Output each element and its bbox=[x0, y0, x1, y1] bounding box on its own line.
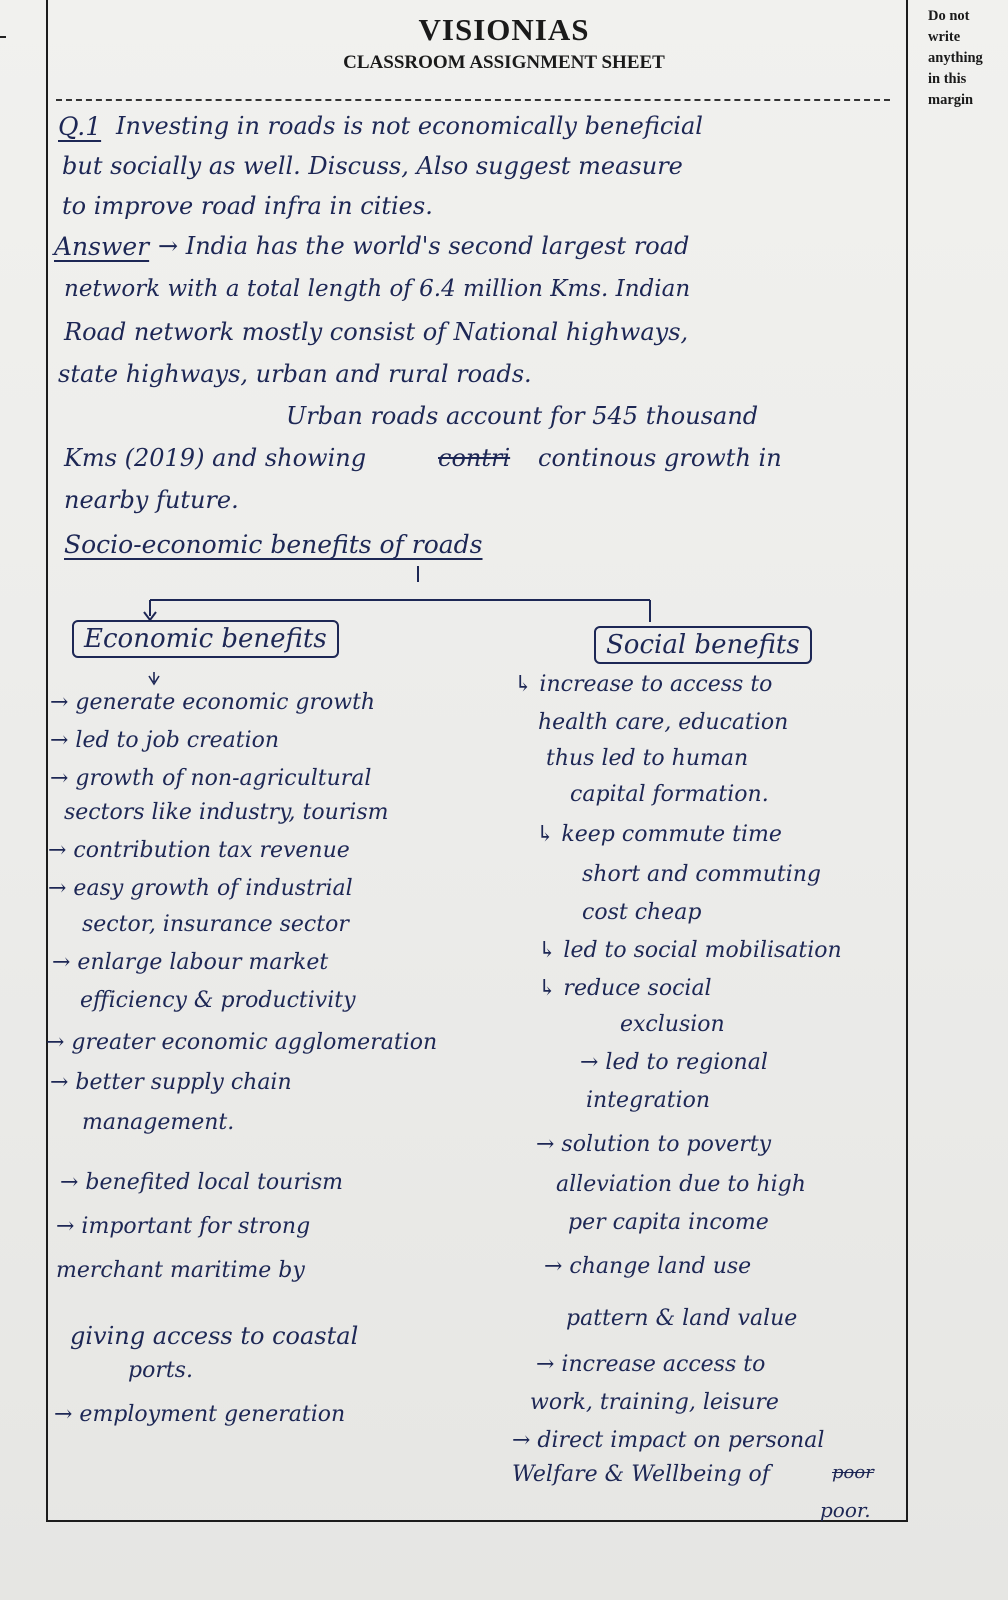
social-item: thus led to human bbox=[546, 746, 749, 771]
economic-item: → benefited local tourism bbox=[60, 1170, 344, 1195]
answer-line: state highways, urban and rural roads. bbox=[58, 360, 532, 388]
social-item: exclusion bbox=[620, 1012, 725, 1037]
social-item: → increase access to bbox=[536, 1352, 766, 1377]
economic-item: → easy growth of industrial bbox=[48, 876, 353, 901]
margin-note-line: anything bbox=[928, 50, 983, 66]
answer-line: nearby future. bbox=[64, 486, 239, 514]
social-item: ↳ reduce social bbox=[538, 976, 712, 1001]
social-item: → led to regional bbox=[580, 1050, 768, 1075]
social-item: pattern & land value bbox=[566, 1306, 798, 1331]
economic-item: → generate economic growth bbox=[50, 690, 376, 715]
social-item: short and commuting bbox=[582, 862, 822, 887]
question-line: but socially as well. Discuss, Also suggest measure bbox=[62, 152, 683, 180]
economic-item: sectors like industry, tourism bbox=[64, 800, 389, 825]
economic-item: sector, insurance sector bbox=[82, 912, 349, 937]
answer-label: Answer bbox=[54, 232, 150, 261]
economic-item: efficiency & productivity bbox=[80, 988, 356, 1013]
answer-line: Urban roads account for 545 thousand bbox=[286, 402, 759, 430]
economic-item: → led to job creation bbox=[50, 728, 280, 753]
sheet-subtitle: CLASSROOM ASSIGNMENT SHEET bbox=[343, 52, 665, 73]
economic-benefits-box: Economic benefits bbox=[72, 620, 339, 658]
answer-line: Road network mostly consist of National highways, bbox=[64, 318, 689, 346]
social-item: → change land use bbox=[544, 1254, 752, 1279]
economic-item: → greater economic agglomeration bbox=[46, 1030, 438, 1055]
social-item: work, training, leisure bbox=[530, 1390, 779, 1415]
social-item: ↳ increase to access to bbox=[514, 672, 773, 697]
economic-item: giving access to coastal bbox=[70, 1322, 359, 1350]
social-item: Welfare & Wellbeing of bbox=[512, 1462, 770, 1487]
economic-item: → employment generation bbox=[54, 1402, 346, 1427]
sheet-title: VISIONIAS bbox=[418, 12, 590, 47]
answer-line: Kms (2019) and showing bbox=[64, 444, 367, 472]
social-item: health care, education bbox=[538, 710, 789, 735]
social-item: alleviation due to high bbox=[556, 1172, 806, 1197]
struck-word: contri bbox=[438, 444, 511, 472]
economic-item: → important for strong bbox=[56, 1214, 311, 1239]
economic-item: → better supply chain bbox=[50, 1070, 292, 1095]
social-benefits-box: Social benefits bbox=[594, 626, 812, 664]
margin-note-line: margin bbox=[928, 92, 974, 108]
question-line: to improve road infra in cities. bbox=[62, 192, 433, 220]
economic-item: merchant maritime by bbox=[56, 1258, 305, 1283]
economic-item: ports. bbox=[128, 1358, 193, 1383]
economic-item: management. bbox=[82, 1110, 235, 1135]
social-item: → direct impact on personal bbox=[512, 1428, 825, 1453]
social-item: poor. bbox=[820, 1498, 871, 1522]
social-item: ↳ keep commute time bbox=[536, 822, 782, 847]
struck-word: poor bbox=[832, 1462, 874, 1483]
social-item: capital formation. bbox=[570, 782, 769, 807]
margin-note-line: Do not bbox=[928, 8, 970, 24]
answer-line: → India has the world's second largest road bbox=[158, 232, 690, 260]
section-heading: Socio-economic benefits of roads bbox=[64, 530, 483, 559]
margin-note-line: write bbox=[928, 29, 961, 45]
social-item: ↳ led to social mobilisation bbox=[538, 938, 842, 963]
margin-note-line: in this bbox=[928, 71, 967, 87]
social-item: cost cheap bbox=[582, 900, 702, 925]
social-item: per capita income bbox=[568, 1210, 769, 1235]
question-label: Q.1 bbox=[58, 112, 102, 141]
social-item: integration bbox=[586, 1088, 711, 1113]
economic-item: → enlarge labour market bbox=[52, 950, 329, 975]
economic-item: → contribution tax revenue bbox=[48, 838, 350, 863]
answer-line: network with a total length of 6.4 million Kms. Indian bbox=[64, 276, 691, 302]
question-line: Investing in roads is not economically beneficial bbox=[116, 112, 703, 140]
social-item: → solution to poverty bbox=[536, 1132, 772, 1157]
answer-line: continous growth in bbox=[538, 444, 782, 472]
economic-item: → growth of non-agricultural bbox=[50, 766, 372, 791]
